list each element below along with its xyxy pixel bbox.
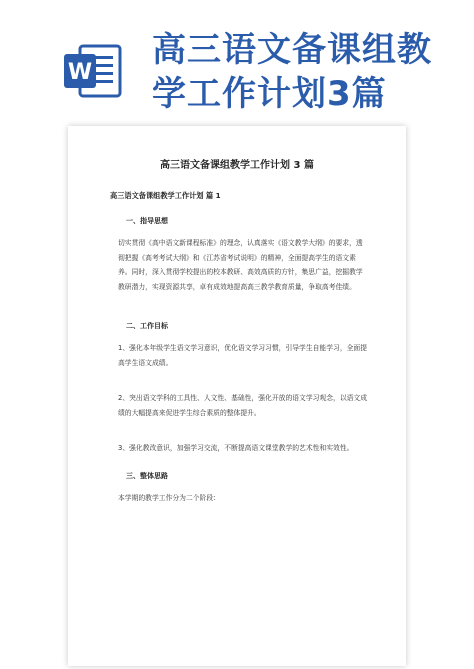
paragraph: 1、强化本年级学生语文学习意识，优化语文学习习惯，引导学生自能学习，全面提高学生语文成绩。 bbox=[118, 344, 368, 367]
header bbox=[0, 0, 474, 120]
section-heading: 二、工作目标 bbox=[126, 322, 168, 330]
page-title: 高三语文备课组教学工作计划3篇 bbox=[152, 30, 432, 114]
paragraph: 2、突出语文学科的工具性、人文性、基础性，强化开放的语文学习观念，以语文成绩的大幅提高来促进学生综合素质的整体提升。 bbox=[118, 394, 368, 417]
paragraph: 3、强化教改意识，加强学习交流，不断提高语文课堂教学的艺术性和实效性。 bbox=[118, 444, 354, 452]
svg-text:W: W bbox=[67, 60, 93, 85]
document-page bbox=[68, 126, 406, 666]
document-subtitle: 高三语文备课组教学工作计划 篇 1 bbox=[110, 191, 221, 200]
section-heading: 一、指导思想 bbox=[126, 217, 168, 225]
word-document-icon bbox=[62, 40, 124, 102]
document-title: 高三语文备课组教学工作计划 3 篇 bbox=[160, 160, 314, 171]
paragraph: 本学期的教学工作分为二个阶段: bbox=[118, 494, 216, 502]
section-heading: 三、整体思路 bbox=[126, 472, 168, 480]
paragraph: 切实贯彻《高中语文新课程标准》的理念，认真落实《语文教学大纲》的要求，透彻把握《高考考试大纲》和《江苏省考试说明》的精神，全面提高学生的语文素养。同时，深入贯彻学校提出的校本教研、高效高质的方针，集思广益，挖掘教学教研潜力，实现资源共享，卓有成效地提高高三教学教育质量，争取高考佳绩。 bbox=[118, 239, 363, 291]
